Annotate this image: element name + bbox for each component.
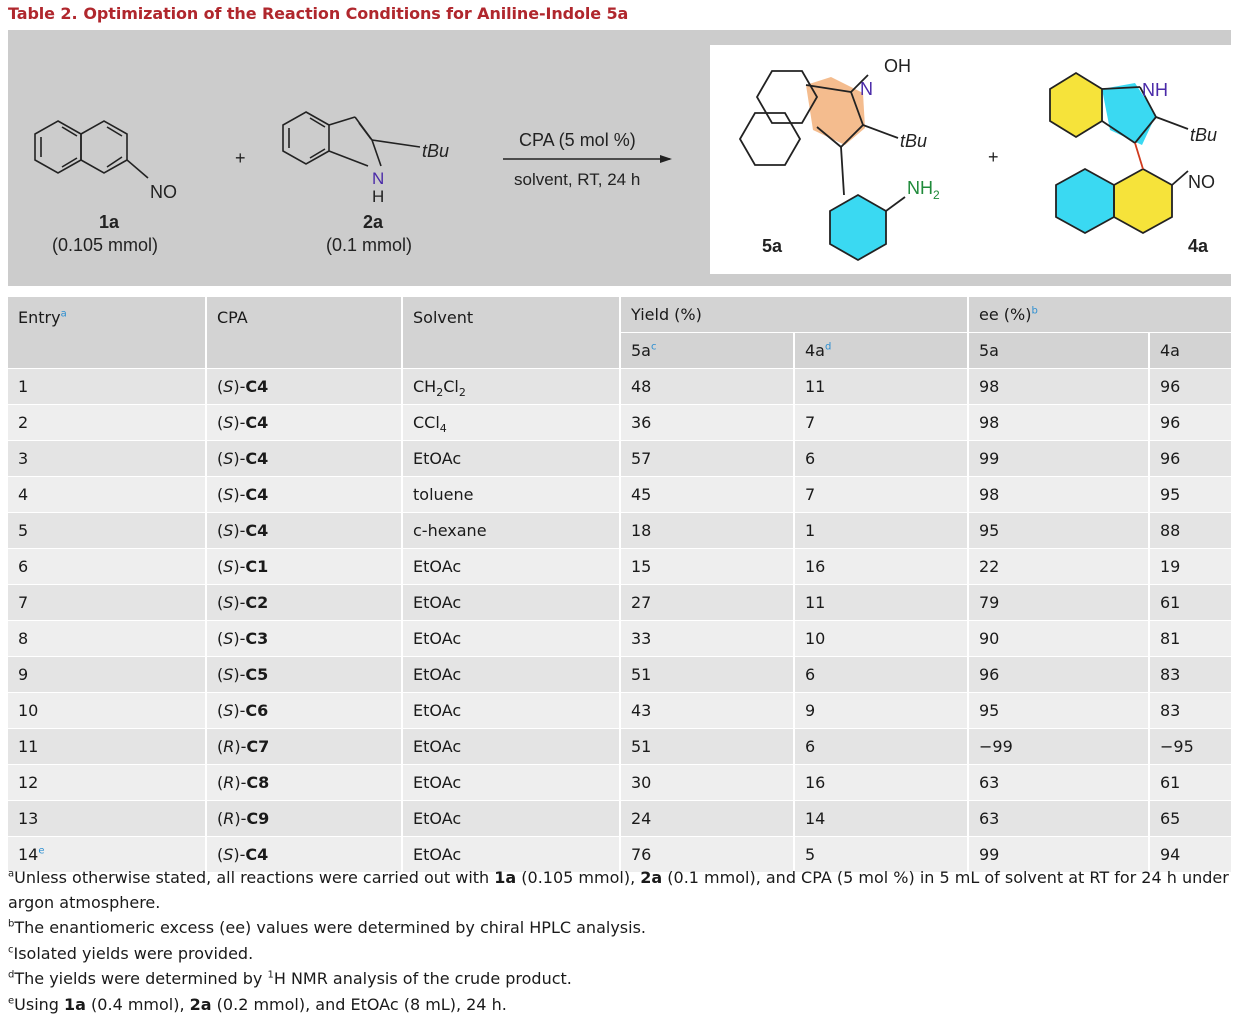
cell-yield-5a: 30 xyxy=(620,765,794,801)
table-row xyxy=(8,729,1231,765)
cell-solvent: $CH_2Cl_2$ xyxy=(402,369,620,405)
cell-yield-4a: 11 xyxy=(794,585,968,621)
cell-yield-4a: 6 xyxy=(794,729,968,765)
footnote-c: $^c$Isolated yields were provided. xyxy=(8,943,254,963)
cell-yield-5a: 51 xyxy=(620,729,794,765)
cell-ee-4a: 96 xyxy=(1149,405,1231,441)
product-4a-id: 4a xyxy=(1188,236,1209,256)
cell-entry: 3 xyxy=(8,441,206,477)
plus-sign-2: + xyxy=(988,147,999,167)
cell-solvent: CCl$_4$ xyxy=(402,405,620,441)
conditions-bottom: solvent, RT, 24 h xyxy=(514,170,641,189)
cell-yield-4a: 6 xyxy=(794,657,968,693)
cell-solvent: toluene xyxy=(402,477,620,513)
cell-yield-5a: 33 xyxy=(620,621,794,657)
indole-structure xyxy=(283,112,420,166)
table-row xyxy=(8,369,1231,405)
cell-solvent: EtOAc xyxy=(402,441,620,477)
reactant-2a-amount: (0.1 mmol) xyxy=(326,235,413,255)
cell-ee-5a: 99 xyxy=(968,837,1149,873)
header-ee-4a: 4a xyxy=(1149,333,1231,369)
table-row xyxy=(8,801,1231,837)
cell-yield-4a: 7 xyxy=(794,477,968,513)
footnotes xyxy=(8,866,1236,1018)
header-row-1 xyxy=(8,297,1231,333)
header-yield: Yield (%) xyxy=(620,297,968,333)
cell-yield-4a: 6 xyxy=(794,441,968,477)
cell-cpa: (S)-C5 xyxy=(206,657,402,693)
cell-cpa: (S)-C4 xyxy=(206,477,402,513)
cell-ee-5a: 98 xyxy=(968,405,1149,441)
cell-ee-5a: 90 xyxy=(968,621,1149,657)
header-ee-5a: 5a xyxy=(968,333,1149,369)
cell-cpa: (S)-C4 xyxy=(206,837,402,873)
table-row xyxy=(8,765,1231,801)
cell-yield-5a: 27 xyxy=(620,585,794,621)
cell-ee-4a: 83 xyxy=(1149,693,1231,729)
cell-ee-5a: 95 xyxy=(968,513,1149,549)
header-ee: ee (%)$^b$ xyxy=(968,297,1231,333)
product-5a-nh2: $NH_2$ xyxy=(907,178,940,202)
cell-yield-5a: 45 xyxy=(620,477,794,513)
cell-solvent: EtOAc xyxy=(402,657,620,693)
cell-yield-4a: 11 xyxy=(794,369,968,405)
table-row xyxy=(8,405,1231,441)
naphthalene-structure xyxy=(35,121,148,178)
cell-yield-5a: 48 xyxy=(620,369,794,405)
reactant-1a-amount: (0.105 mmol) xyxy=(52,235,159,255)
cell-solvent: EtOAc xyxy=(402,801,620,837)
table-caption: Optimization of the Reaction Conditions for Aniline-Indole 5a xyxy=(83,4,629,23)
reaction-scheme xyxy=(8,30,1231,286)
cell-cpa: (S)-C4 xyxy=(206,405,402,441)
cell-entry: 2 xyxy=(8,405,206,441)
table-row xyxy=(8,513,1231,549)
table-row xyxy=(8,657,1231,693)
cell-ee-5a: 96 xyxy=(968,657,1149,693)
cell-cpa: (R)-C7 xyxy=(206,729,402,765)
footnote-a: $^a$Unless otherwise stated, all reactions were carried out with 1a (0.105 mmol), 2a (0.1 mmol), and CPA (5 mol %) in 5 mL of solvent at RT for 24 h under argon atmosphere. xyxy=(8,868,1229,912)
cell-cpa: (R)-C8 xyxy=(206,765,402,801)
cell-entry: 12 xyxy=(8,765,206,801)
conditions-top: CPA (5 mol %) xyxy=(519,130,636,150)
cell-ee-4a: 61 xyxy=(1149,765,1231,801)
cell-ee-4a: 83 xyxy=(1149,657,1231,693)
table-row xyxy=(8,621,1231,657)
nitroso-label-1a: NO xyxy=(150,182,177,202)
cell-yield-4a: 5 xyxy=(794,837,968,873)
reactant-1a-id: 1a xyxy=(99,212,120,232)
product-5a-n: N xyxy=(860,79,873,99)
header-cpa: CPA xyxy=(206,297,402,369)
cell-entry: 10 xyxy=(8,693,206,729)
cell-entry: 1 xyxy=(8,369,206,405)
cell-yield-5a: 51 xyxy=(620,657,794,693)
product-4a-no: NO xyxy=(1188,172,1215,192)
cell-ee-5a: −99 xyxy=(968,729,1149,765)
cell-entry: 11 xyxy=(8,729,206,765)
cell-ee-4a: 95 xyxy=(1149,477,1231,513)
table-row xyxy=(8,441,1231,477)
cell-ee-5a: 99 xyxy=(968,441,1149,477)
product-5a-tbu: tBu xyxy=(900,131,928,151)
cell-ee-4a: 94 xyxy=(1149,837,1231,873)
tbu-label-2a: tBu xyxy=(422,141,450,161)
cell-yield-4a: 16 xyxy=(794,549,968,585)
cell-entry: 5 xyxy=(8,513,206,549)
cell-ee-4a: 88 xyxy=(1149,513,1231,549)
cell-cpa: (R)-C9 xyxy=(206,801,402,837)
cell-yield-4a: 16 xyxy=(794,765,968,801)
header-yield-4a: 4a$^d$ xyxy=(794,333,968,369)
cell-ee-5a: 79 xyxy=(968,585,1149,621)
cell-solvent: EtOAc xyxy=(402,693,620,729)
cell-ee-5a: 63 xyxy=(968,801,1149,837)
cell-entry: 4 xyxy=(8,477,206,513)
cell-solvent: EtOAc xyxy=(402,837,620,873)
cell-ee-4a: −95 xyxy=(1149,729,1231,765)
cell-yield-5a: 24 xyxy=(620,801,794,837)
plus-sign-1: + xyxy=(235,148,246,168)
reaction-arrow-head xyxy=(660,155,672,163)
cell-solvent: EtOAc xyxy=(402,549,620,585)
header-solvent: Solvent xyxy=(402,297,620,369)
cell-yield-5a: 43 xyxy=(620,693,794,729)
cell-yield-4a: 7 xyxy=(794,405,968,441)
indole-n-label: N xyxy=(372,169,385,188)
cell-entry: 13 xyxy=(8,801,206,837)
cell-ee-4a: 96 xyxy=(1149,441,1231,477)
footnote-b: $^b$The enantiomeric excess (ee) values were determined by chiral HPLC analysis. xyxy=(8,918,646,937)
table-body xyxy=(8,369,1231,873)
cell-ee-4a: 61 xyxy=(1149,585,1231,621)
cell-ee-4a: 81 xyxy=(1149,621,1231,657)
cell-entry: 6 xyxy=(8,549,206,585)
cell-cpa: (S)-C1 xyxy=(206,549,402,585)
cell-entry: 8 xyxy=(8,621,206,657)
cell-entry: 9 xyxy=(8,657,206,693)
cell-yield-4a: 14 xyxy=(794,801,968,837)
cell-yield-5a: 76 xyxy=(620,837,794,873)
cell-solvent: EtOAc xyxy=(402,621,620,657)
cell-cpa: (S)-C3 xyxy=(206,621,402,657)
cell-ee-4a: 19 xyxy=(1149,549,1231,585)
cell-yield-4a: 1 xyxy=(794,513,968,549)
table-row xyxy=(8,693,1231,729)
indole-h-label: H xyxy=(372,187,385,206)
cell-yield-5a: 57 xyxy=(620,441,794,477)
cell-ee-5a: 63 xyxy=(968,765,1149,801)
reactant-2a-id: 2a xyxy=(363,212,384,232)
cell-yield-5a: 15 xyxy=(620,549,794,585)
cell-ee-4a: 96 xyxy=(1149,369,1231,405)
cell-cpa: (S)-C6 xyxy=(206,693,402,729)
cell-entry: 7 xyxy=(8,585,206,621)
cell-ee-5a: 98 xyxy=(968,369,1149,405)
cell-cpa: (S)-C4 xyxy=(206,441,402,477)
product-4a-tbu: tBu xyxy=(1190,125,1218,145)
cell-solvent: EtOAc xyxy=(402,765,620,801)
table-row xyxy=(8,585,1231,621)
footnote-e: $^e$Using 1a (0.4 mmol), 2a (0.2 mmol), and EtOAc (8 mL), 24 h. xyxy=(8,994,507,1014)
table-label: Table 2. xyxy=(8,4,78,23)
results-table xyxy=(8,297,1231,873)
table-row xyxy=(8,477,1231,513)
header-yield-5a: 5a$^c$ xyxy=(620,333,794,369)
header-entry: Entry$^a$ xyxy=(8,297,206,369)
cell-solvent: c-hexane xyxy=(402,513,620,549)
product-4a-nh: NH xyxy=(1142,80,1168,100)
table-row xyxy=(8,549,1231,585)
cell-cpa: (S)-C2 xyxy=(206,585,402,621)
product-5a-id: 5a xyxy=(762,236,783,256)
product-5a-oh: OH xyxy=(884,56,911,76)
cell-ee-5a: 95 xyxy=(968,693,1149,729)
cell-yield-5a: 36 xyxy=(620,405,794,441)
footnote-d: $^d$The yields were determined by $^1$H NMR analysis of the crude product. xyxy=(8,969,572,988)
products-panel xyxy=(710,45,1232,274)
product-5a-structure xyxy=(740,71,905,260)
cell-ee-4a: 65 xyxy=(1149,801,1231,837)
products-drawing xyxy=(710,45,1232,274)
cell-yield-4a: 10 xyxy=(794,621,968,657)
cell-solvent: EtOAc xyxy=(402,729,620,765)
cell-yield-4a: 9 xyxy=(794,693,968,729)
cell-solvent: EtOAc xyxy=(402,585,620,621)
cell-ee-5a: 22 xyxy=(968,549,1149,585)
cell-yield-5a: 18 xyxy=(620,513,794,549)
cell-ee-5a: 98 xyxy=(968,477,1149,513)
cell-entry: 14e xyxy=(8,837,206,873)
cell-cpa: (S)-C4 xyxy=(206,369,402,405)
cell-cpa: (S)-C4 xyxy=(206,513,402,549)
table-title xyxy=(8,4,628,23)
